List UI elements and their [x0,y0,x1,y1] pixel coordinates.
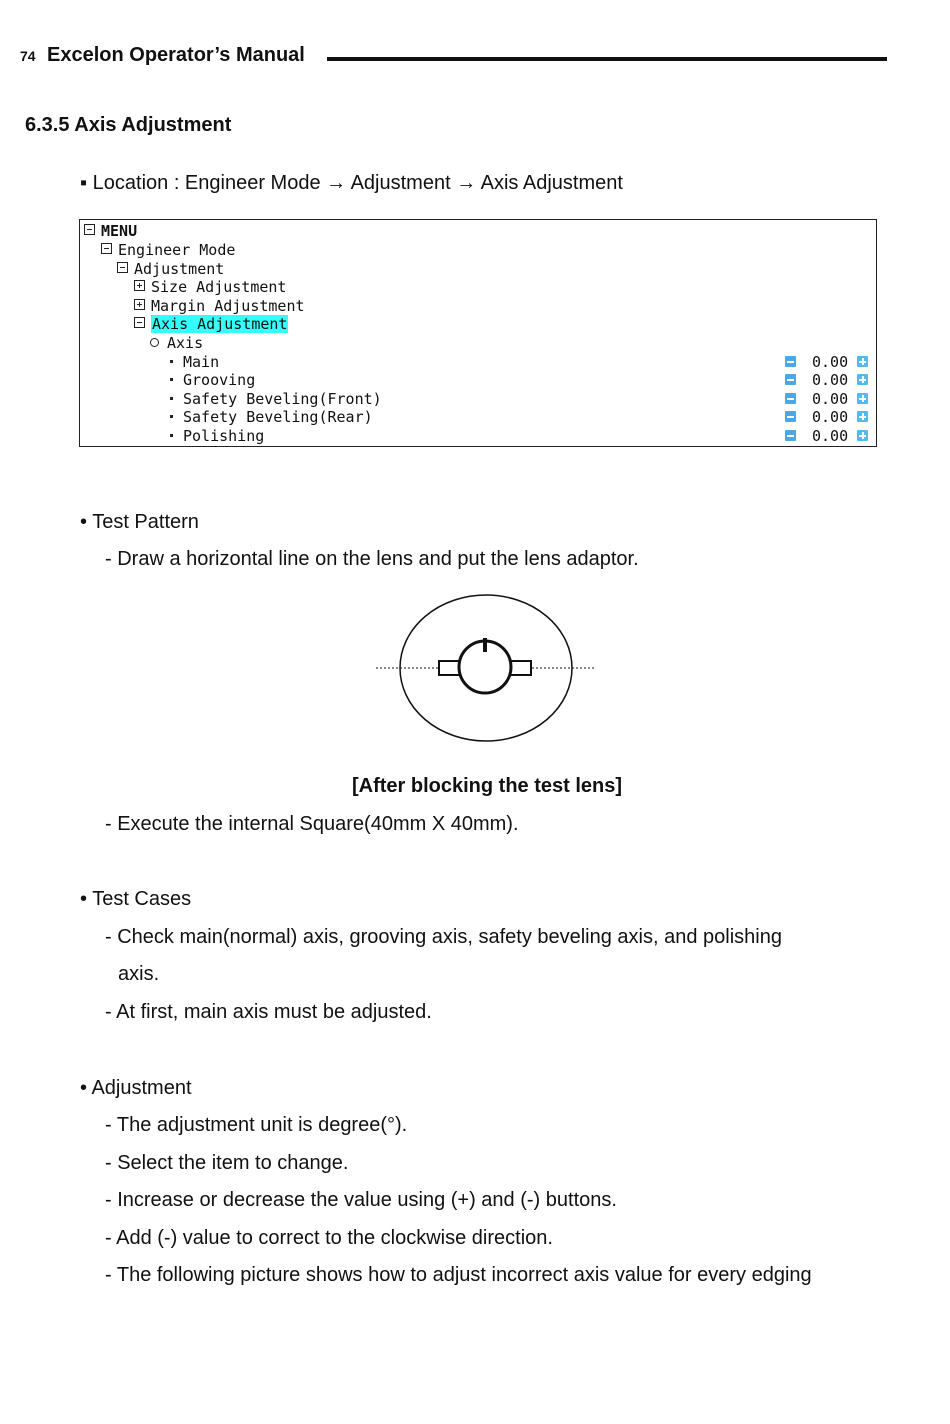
menu-axis-adjustment[interactable] [134,315,288,333]
menu-size-adjustment[interactable] [134,278,286,296]
bullet-icon [170,378,173,381]
axis-value: 0.00 [812,353,849,371]
increase-button[interactable] [857,374,868,385]
test-pattern-heading: • Test Pattern [80,511,199,533]
adjustment-line: - The following picture shows how to adjust incorrect axis value for every edging [105,1264,812,1286]
menu-axis-label: Axis [167,334,204,352]
menu-margin-adjustment[interactable] [134,297,305,315]
decrease-button[interactable] [785,356,796,367]
menu-adjustment-label: Adjustment [134,260,225,278]
menu-axis-group [150,334,203,352]
header-rule [327,57,887,61]
menu-engineer-mode[interactable] [101,241,235,259]
test-pattern-execute: - Execute the internal Square(40mm X 40mm). [105,813,519,835]
axis-item-safety-rear[interactable] [170,408,373,426]
increase-button[interactable] [857,411,868,422]
page-number: 74 [20,48,36,64]
axis-item-main[interactable] [170,353,219,371]
axis-value: 0.00 [812,427,849,445]
bullet-icon [170,397,173,400]
figure-caption: [After blocking the test lens] [352,775,623,797]
adjustment-heading: • Adjustment [80,1077,192,1099]
decrease-button[interactable] [785,411,796,422]
test-cases-line: - At first, main axis must be adjusted. [105,1001,432,1023]
page-header-title: Excelon Operator’s Manual [47,44,305,66]
menu-engineer-mode-label: Engineer Mode [118,241,236,259]
axis-value: 0.00 [812,371,849,389]
increase-button[interactable] [857,356,868,367]
decrease-button[interactable] [785,430,796,441]
adjustment-line: - Increase or decrease the value using (+) and (-) buttons. [105,1189,617,1211]
test-pattern-line: - Draw a horizontal line on the lens and put the lens adaptor. [105,548,639,570]
bullet-icon [170,434,173,437]
collapse-icon[interactable] [134,317,145,328]
lens-diagram [370,590,600,746]
expand-icon[interactable] [134,280,145,291]
axis-item-label: Polishing [183,427,265,445]
collapse-icon[interactable] [84,224,95,235]
axis-item-grooving[interactable] [170,371,255,389]
bullet-icon [170,415,173,418]
menu-adjustment[interactable] [117,260,224,278]
axis-value: 0.00 [812,408,849,426]
axis-item-polishing[interactable] [170,427,264,445]
axis-item-label: Safety Beveling(Rear) [183,408,373,426]
collapse-icon[interactable] [117,262,128,273]
axis-item-label: Safety Beveling(Front) [183,390,382,408]
test-cases-heading: • Test Cases [80,888,192,910]
circle-bullet-icon [150,338,159,347]
adjustment-line: - Select the item to change. [105,1152,349,1174]
increase-button[interactable] [857,430,868,441]
menu-root-label: MENU [101,222,138,240]
axis-item-safety-front[interactable] [170,390,382,408]
axis-item-label: Grooving [183,371,256,389]
decrease-button[interactable] [785,393,796,404]
menu-root-row[interactable] [84,222,137,240]
test-cases-line: - Check main(normal) axis, grooving axis, safety beveling axis, and polishing [105,926,782,948]
collapse-icon[interactable] [101,243,112,254]
section-title: 6.3.5 Axis Adjustment [25,114,232,136]
location-line: ▪ Location : Engineer Mode → Adjustment → Axis Adjustment [80,172,623,194]
increase-button[interactable] [857,393,868,404]
menu-size-adjustment-label: Size Adjustment [151,278,287,296]
expand-icon[interactable] [134,299,145,310]
test-cases-line-cont: axis. [118,963,160,985]
axis-value: 0.00 [812,390,849,408]
axis-item-label: Main [183,353,220,371]
menu-panel [79,219,877,447]
bullet-icon [170,360,173,363]
menu-margin-adjustment-label: Margin Adjustment [151,297,305,315]
adjustment-line: - The adjustment unit is degree(°). [105,1114,408,1136]
menu-axis-adjustment-label: Axis Adjustment [152,315,288,333]
decrease-button[interactable] [785,374,796,385]
adjustment-line: - Add (-) value to correct to the clockwise direction. [105,1227,553,1249]
